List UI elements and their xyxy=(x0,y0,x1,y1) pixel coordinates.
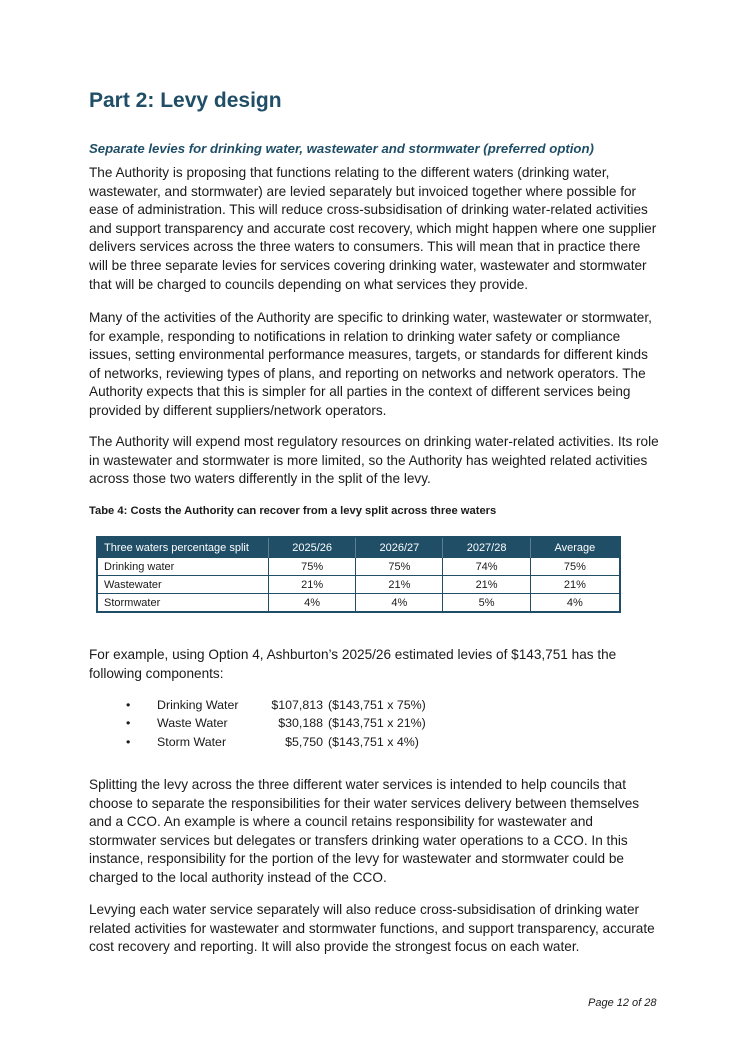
column-header: 2025/26 xyxy=(269,537,356,558)
table-row xyxy=(97,576,620,594)
component-label: Storm Water xyxy=(157,734,227,749)
column-header: 2027/28 xyxy=(443,537,530,558)
paragraph-example: For example, using Option 4, Ashburton’s 2025/26 estimated levies of $143,751 has the following components: xyxy=(89,647,617,681)
section-subheading: Separate levies for drinking water, wastewater and stormwater (preferred option) xyxy=(89,141,594,156)
column-header: Three waters percentage split xyxy=(97,537,269,558)
table-cell: 4% xyxy=(356,594,443,613)
levy-split-table xyxy=(96,536,621,613)
table-cell: 4% xyxy=(530,594,620,613)
paragraph-resources: The Authority will expend most regulatory resources on drinking water-related activities. Its role in wastewater and stormwater is more limited, so the Authority has weighted related activities across those two waters differently in the split of the levy. xyxy=(89,434,659,487)
page-heading: Part 2: Levy design xyxy=(89,89,282,112)
table-cell: 5% xyxy=(443,594,530,613)
table-header-row xyxy=(97,537,620,558)
component-amount: $107,813 xyxy=(271,698,323,712)
bullet-marker: • xyxy=(126,716,131,731)
table-cell: Wastewater xyxy=(97,576,269,594)
table-cell: Stormwater xyxy=(97,594,269,613)
table-cell: 21% xyxy=(269,576,356,594)
component-calculation: ($143,751 x 4%) xyxy=(328,734,419,749)
table-cell: 21% xyxy=(530,576,620,594)
paragraph-splitting: Splitting the levy across the three different water services is intended to help councils that choose to separate the responsibilities for their water services delivery between themselves and a CCO. An example is where a council retains responsibility for wastewater and stormwater services but delegates or transfers drinking water operations to a CCO. In this instance, responsibility for the portion of the levy for wastewater and stormwater could be charged to the local authority instead of the CCO. xyxy=(89,777,640,885)
table-cell: 74% xyxy=(443,558,530,576)
component-calculation: ($143,751 x 75%) xyxy=(328,698,426,712)
component-amount: $30,188 xyxy=(278,716,323,731)
table-row xyxy=(97,594,620,613)
page-number: Page 12 of 28 xyxy=(588,997,657,1009)
table-cell: 21% xyxy=(356,576,443,594)
table-row xyxy=(97,558,620,576)
table-caption: Tabe 4: Costs the Authority can recover from a levy split across three waters xyxy=(89,505,497,517)
bullet-marker: • xyxy=(126,698,131,712)
table-cell: 75% xyxy=(269,558,356,576)
list-item xyxy=(126,696,426,714)
column-header: Average xyxy=(530,537,620,558)
component-calculation: ($143,751 x 21%) xyxy=(328,716,426,731)
component-label: Drinking Water xyxy=(157,698,239,712)
component-amount: $5,750 xyxy=(285,734,323,749)
table-cell: 75% xyxy=(356,558,443,576)
table-cell: 75% xyxy=(530,558,620,576)
levy-components-list xyxy=(126,696,426,751)
paragraph-intro: The Authority is proposing that functions relating to the different waters (drinking water, wastewater, and stormwater) are levied separately but invoiced together where possible for ease of administration. This will reduce cross-subsidisation of drinking water-related activities and support transparency and accurate cost recovery, which might happen where one supplier delivers services across the three waters to consumers. This will mean that in practice there will be three separate levies for services covering drinking water, wastewater and stormwater that will be charged to councils depending on what services they provide. xyxy=(89,165,657,292)
table-cell: 4% xyxy=(269,594,356,613)
bullet-marker: • xyxy=(126,734,131,749)
table-cell: 21% xyxy=(443,576,530,594)
paragraph-levying: Levying each water service separately will also reduce cross-subsidisation of drinking water related activities for wastewater and stormwater functions, and support transparency, accurate cost recovery and reporting. It will also provide the strongest focus on each water. xyxy=(89,902,655,955)
column-header: 2026/27 xyxy=(356,537,443,558)
component-label: Waste Water xyxy=(157,716,228,731)
list-item xyxy=(126,733,426,751)
paragraph-activities: Many of the activities of the Authority are specific to drinking water, wastewater or stormwater, for example, responding to notifications in relation to drinking water safety or compliance issues, setting environmental performance measures, targets, or standards for different kinds of networks, reviewing types of plans, and reporting on networks and network operators. The Authority expects that this is simpler for all parties in the context of different services being provided by different suppliers/network operators. xyxy=(89,310,652,418)
list-item xyxy=(126,714,426,732)
table-cell: Drinking water xyxy=(97,558,269,576)
